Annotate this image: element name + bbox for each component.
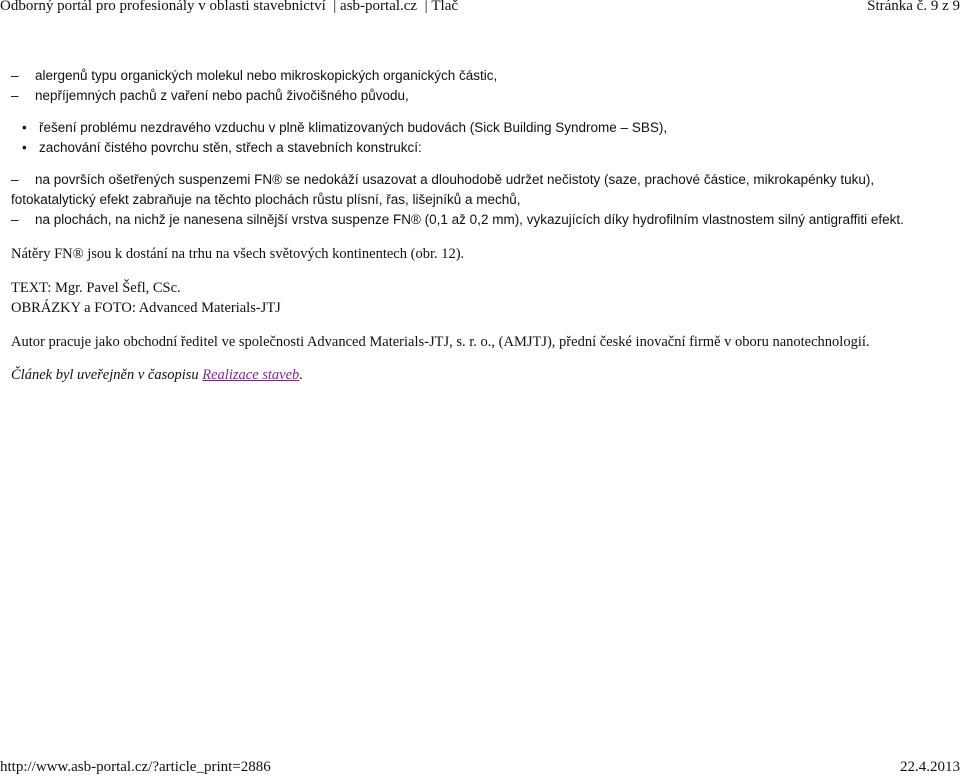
bullet-marker: • xyxy=(22,120,27,135)
footer-date: 22.4.2013 xyxy=(900,759,960,775)
list-item-text: na plochách, na nichž je nanesena silnější vrstva suspenze FN® (0,1 až 0,2 mm), vykazujících díky hydrofilním vlastnostem silný antigraffiti efekt. xyxy=(35,212,904,227)
dash-marker: – xyxy=(11,172,19,187)
bullet-marker: • xyxy=(22,140,27,155)
list-item xyxy=(11,170,951,210)
footer-url: http://www.asb-portal.cz/?article_print=2886 xyxy=(0,759,271,775)
list-item-text: alergenů typu organických molekul nebo mikroskopických organických částic, xyxy=(35,68,498,83)
dash-marker: – xyxy=(11,68,19,83)
page-number: Stránka č. 9 z 9 xyxy=(867,0,960,14)
list-item-text: zachování čistého povrchu stěn, střech a stavebních konstrukcí: xyxy=(39,140,422,155)
list-item xyxy=(11,66,951,86)
dash-marker: – xyxy=(11,212,19,227)
credits xyxy=(11,278,951,318)
availability-paragraph: Nátěry FN® jsou k dostání na trhu na všech světových kontinentech (obr. 12). xyxy=(11,246,465,262)
article-content xyxy=(11,66,951,385)
list-item xyxy=(11,86,951,106)
list-item xyxy=(11,118,951,138)
credits-images: OBRÁZKY a FOTO: Advanced Materials-JTJ xyxy=(11,300,281,316)
separator: | xyxy=(329,0,341,14)
list-item-text: řešení problému nezdravého vzduchu v plně klimatizovaných budovách (Sick Building Syndrome – SBS), xyxy=(39,120,668,135)
author-note: Autor pracuje jako obchodní ředitel ve společnosti Advanced Materials-JTJ, s. r. o., (AMJTJ), přední české inovační firmě v oboru nanotechnologií. xyxy=(11,334,870,350)
list-item xyxy=(11,138,951,158)
published-suffix: . xyxy=(299,367,303,383)
print-label: Tlač xyxy=(431,0,459,14)
magazine-link[interactable]: Realizace staveb xyxy=(202,367,300,383)
header-left xyxy=(0,0,458,14)
published-prefix: Článek byl uveřejněn v časopisu xyxy=(11,367,199,383)
separator: | xyxy=(420,0,432,14)
page-header xyxy=(0,0,960,16)
page-footer xyxy=(0,758,960,776)
site-name: asb-portal.cz xyxy=(340,0,418,14)
list-item-text: nepříjemných pachů z vaření nebo pachů živočišného původu, xyxy=(35,88,409,103)
dash-marker: – xyxy=(11,88,19,103)
credits-text: TEXT: Mgr. Pavel Šefl, CSc. xyxy=(11,280,181,296)
list-item xyxy=(11,210,951,230)
portal-title: Odborný portál pro profesionály v oblasti stavebnictví xyxy=(0,0,326,14)
published-note xyxy=(11,365,951,385)
list-item-text: na površích ošetřených suspenzemi FN® se nedokáží usazovat a dlouhodobě udržet nečistoty (saze, prachové částice, mikrokapénky tuku), fotokatalytický efekt zabraňuje na těchto plochách růstu plísní, řas, lišejníků a mechů, xyxy=(11,172,875,207)
